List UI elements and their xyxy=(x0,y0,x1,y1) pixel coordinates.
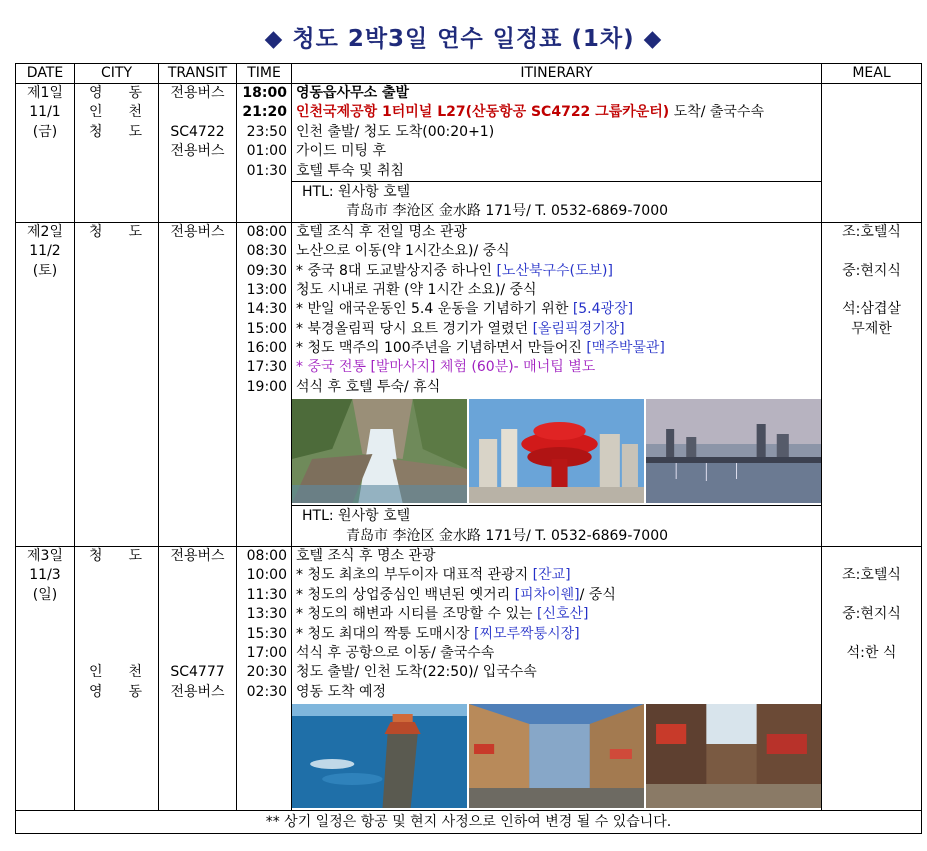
itinerary-line: 인천국제공항 1터미널 L27(산동항공 SC4722 그룹카운터) 도착/ 출국수속 xyxy=(296,104,764,121)
city-name: 청 도 xyxy=(89,223,142,240)
city-cell xyxy=(75,547,159,811)
itinerary-line: 노산으로 이동(약 1시간소요)/ 중식 xyxy=(296,243,510,260)
time-cell xyxy=(237,84,292,223)
hotel-address: 青岛市 李沧区 金水路 171号/ T. 0532-6869-7000 xyxy=(346,527,669,544)
itinerary-line: 호텔 투숙 및 취침 xyxy=(296,162,405,179)
time-item: 19:00 xyxy=(246,378,287,395)
photo-old-street xyxy=(469,704,644,808)
meal-item xyxy=(822,625,921,644)
city-name: 인 천 xyxy=(89,664,142,681)
itinerary-line: * 청도 최초의 부두이자 대표적 관광지 [잔교] xyxy=(296,567,571,584)
meal-item xyxy=(822,586,921,605)
itinerary-line: 호텔 조식 후 전일 명소 관광 xyxy=(296,223,468,240)
photo-strip xyxy=(292,704,821,808)
photo-zhanqiao-pier xyxy=(292,704,467,808)
photo-olympic-harbor xyxy=(646,399,821,503)
meal-item: 중:현지식 xyxy=(842,262,901,279)
transit-item: 전용버스 xyxy=(170,143,225,160)
city-name: 청 도 xyxy=(89,548,142,565)
day-weekday: (금) xyxy=(32,123,58,140)
city-cell xyxy=(75,222,159,546)
time-cell xyxy=(237,222,292,546)
itinerary-line: 호텔 조식 후 명소 관광 xyxy=(296,548,436,565)
transit-item xyxy=(159,103,236,122)
header-itinerary: ITINERARY xyxy=(292,64,822,84)
itinerary-cell xyxy=(292,222,822,546)
city-name: 청 도 xyxy=(89,123,142,140)
place-link: [맥주박물관] xyxy=(586,340,665,357)
hotel-name: HTL: 원사항 호텔 xyxy=(302,183,411,200)
time-item: 02:30 xyxy=(246,683,287,700)
time-item: 15:00 xyxy=(246,320,287,337)
meal-item: 조:호텔식 xyxy=(842,567,901,584)
itinerary-line: * 청도의 상업중심인 백년된 옛거리 [피차이웬]/ 중식 xyxy=(296,586,616,603)
place-link: [5.4광장] xyxy=(572,301,634,318)
date-cell xyxy=(16,84,75,223)
transit-item: 전용버스 xyxy=(170,223,225,240)
meal-cell xyxy=(822,222,922,546)
itinerary-line: 인천 출발/ 청도 도착(00:20+1) xyxy=(296,123,495,140)
city-cell xyxy=(75,84,159,223)
time-item: 11:30 xyxy=(246,586,287,603)
meal-cell xyxy=(822,84,922,223)
header-date: DATE xyxy=(16,64,75,84)
time-item: 23:50 xyxy=(246,123,287,140)
transit-item: 전용버스 xyxy=(170,548,225,565)
transit-cell xyxy=(159,84,237,223)
day-label: 제3일 xyxy=(27,548,63,565)
itinerary-line: 청도 출발/ 인천 도착(22:50)/ 입국수속 xyxy=(296,664,537,681)
photo-may-fourth-square xyxy=(469,399,644,503)
itinerary-line: 영동 도착 예정 xyxy=(296,683,387,700)
header-city: CITY xyxy=(75,64,159,84)
hotel-info xyxy=(292,181,821,222)
place-link: [잔교] xyxy=(532,567,571,584)
itinerary-line: * 북경올림픽 당시 요트 경기가 열렸던 [올림픽경기장] xyxy=(296,320,625,337)
itinerary-cell xyxy=(292,547,822,811)
day-row xyxy=(16,84,922,223)
time-item: 01:30 xyxy=(246,162,287,179)
time-item: 15:30 xyxy=(246,625,287,642)
day-label: 제2일 xyxy=(27,223,63,240)
hotel-info xyxy=(292,505,821,546)
day-row xyxy=(16,547,922,811)
time-item: 17:00 xyxy=(246,644,287,661)
day-row xyxy=(16,222,922,546)
meal-item: 석:삼겹살 xyxy=(842,301,901,318)
header-row xyxy=(16,64,922,84)
day-date: 11/1 xyxy=(29,104,61,121)
transit-cell xyxy=(159,222,237,546)
photo-waterfall xyxy=(292,399,467,503)
time-item: 13:30 xyxy=(246,606,287,623)
day-label: 제1일 xyxy=(27,85,63,101)
diamond-icon: ◆ xyxy=(643,26,663,52)
itinerary-line: 석식 후 호텔 투숙/ 휴식 xyxy=(296,378,441,395)
meal-item: 무제한 xyxy=(851,320,892,337)
city-name: 영 동 xyxy=(89,85,142,101)
header-transit: TRANSIT xyxy=(159,64,237,84)
meal-item xyxy=(822,281,921,300)
transit-item: 전용버스 xyxy=(170,85,225,101)
time-cell xyxy=(237,547,292,811)
meal-item xyxy=(822,547,921,566)
schedule-table xyxy=(15,63,922,834)
itinerary-line: 청도 시내로 귀환 (약 1시간 소요)/ 중식 xyxy=(296,281,537,298)
diamond-icon: ◆ xyxy=(264,26,284,52)
header-time: TIME xyxy=(237,64,292,84)
itinerary-line: * 청도 맥주의 100주년을 기념하면서 만들어진 [맥주박물관] xyxy=(296,340,665,357)
itinerary-line: * 중국 8대 도교발상지중 하나인 [노산북구수(도보)] xyxy=(296,262,613,279)
transit-item: SC4722 xyxy=(170,123,225,140)
itinerary-line: * 청도의 해변과 시티를 조망할 수 있는 [신호산] xyxy=(296,606,589,623)
day-date: 11/3 xyxy=(29,567,61,584)
hotel-name: HTL: 원사항 호텔 xyxy=(302,508,411,525)
day-weekday: (토) xyxy=(32,262,58,279)
itinerary-line: 영동읍사무소 출발 xyxy=(296,85,410,101)
time-item: 09:30 xyxy=(246,262,287,279)
itinerary-line: * 중국 전통 [발마사지] 체험 (60분)- 매너팁 별도 xyxy=(296,359,596,376)
time-item: 21:20 xyxy=(242,104,287,121)
time-item: 10:00 xyxy=(246,567,287,584)
place-link: [올림픽경기장] xyxy=(532,320,625,337)
meal-item: 중:현지식 xyxy=(842,606,901,623)
page-title xyxy=(0,20,927,53)
transit-cell xyxy=(159,547,237,811)
hotel-address: 青岛市 李沧区 金水路 171号/ T. 0532-6869-7000 xyxy=(346,203,669,220)
city-name: 인 천 xyxy=(89,104,142,121)
time-item: 16:00 xyxy=(246,340,287,357)
time-item: 20:30 xyxy=(246,664,287,681)
time-item: 13:00 xyxy=(246,281,287,298)
meal-item: 조:호텔식 xyxy=(842,223,901,240)
meal-item xyxy=(822,242,921,261)
time-item: 18:00 xyxy=(242,85,287,101)
itinerary-line: * 청도 최대의 짝퉁 도매시장 [찌모루짝퉁시장] xyxy=(296,625,580,642)
time-item: 14:30 xyxy=(246,301,287,318)
itinerary-line: 가이드 미팅 후 xyxy=(296,143,387,160)
place-link: [노산북구수(도보)] xyxy=(496,262,613,279)
photo-strip xyxy=(292,399,821,503)
city-name: 영 동 xyxy=(89,683,142,700)
time-item: 08:00 xyxy=(246,548,287,565)
time-item: 08:30 xyxy=(246,243,287,260)
time-item: 17:30 xyxy=(246,359,287,376)
transit-item: SC4777 xyxy=(170,664,225,681)
place-link: [찌모루짝퉁시장] xyxy=(474,625,580,642)
date-cell xyxy=(16,222,75,546)
itinerary-cell xyxy=(292,84,822,223)
meal-cell xyxy=(822,547,922,811)
footer-row xyxy=(16,811,922,834)
place-link: [신호산] xyxy=(537,606,589,623)
itinerary-line: * 반일 애국운동인 5.4 운동을 기념하기 위한 [5.4광장] xyxy=(296,301,634,318)
transit-item: 전용버스 xyxy=(170,683,225,700)
time-item: 01:00 xyxy=(246,143,287,160)
meal-item: 석:한 식 xyxy=(846,644,897,661)
time-item: 08:00 xyxy=(246,223,287,240)
date-cell xyxy=(16,547,75,811)
place-link: [피차이웬] xyxy=(514,586,580,603)
photo-market xyxy=(646,704,821,808)
itinerary-line: 석식 후 공항으로 이동/ 출국수속 xyxy=(296,644,495,661)
footer-note: ** 상기 일정은 항공 및 현지 사정으로 인하여 변경 될 수 있습니다. xyxy=(16,811,922,834)
day-date: 11/2 xyxy=(29,243,61,260)
title-text: 청도 2박3일 연수 일정표 (1차) xyxy=(292,26,635,52)
day-weekday: (일) xyxy=(32,586,58,603)
header-meal: MEAL xyxy=(822,64,922,84)
